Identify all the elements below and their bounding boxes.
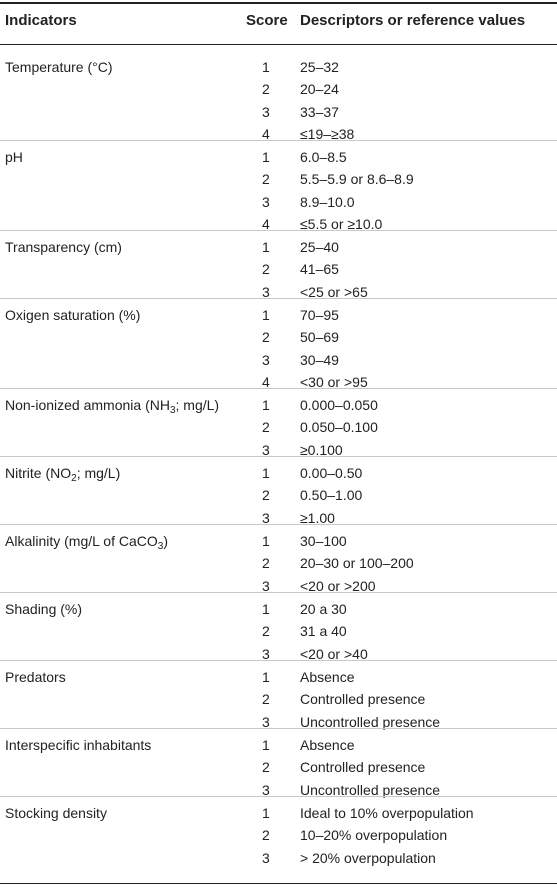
score-cell: 1 bbox=[262, 669, 270, 685]
indicator-name-text: Stocking density bbox=[5, 805, 107, 821]
score-cell: 3 bbox=[262, 193, 270, 210]
descriptor-cell: Uncontrolled presence bbox=[300, 713, 441, 730]
indicator-name-text: Transparency (cm) bbox=[5, 239, 122, 255]
score-cell: 3 bbox=[262, 645, 270, 662]
descriptor-cell: ≤19–≥38 bbox=[300, 126, 355, 143]
score-cell: 2 bbox=[262, 487, 270, 504]
group-separator bbox=[0, 524, 557, 525]
table-row bbox=[0, 304, 557, 326]
table-row bbox=[0, 530, 557, 552]
table-row bbox=[0, 620, 557, 642]
descriptor-cell: 70–95 bbox=[300, 307, 339, 323]
score-cell: 3 bbox=[262, 781, 270, 798]
indicator-name-text: Interspecific inhabitants bbox=[5, 737, 152, 753]
group-separator bbox=[0, 298, 557, 299]
header-indicators: Indicators bbox=[5, 12, 77, 29]
score-cell: 2 bbox=[262, 827, 270, 844]
indicator-name-suffix: ; mg/L) bbox=[175, 397, 220, 413]
score-cell: 3 bbox=[262, 713, 270, 730]
score-cell: 3 bbox=[262, 509, 270, 526]
descriptor-cell: 5.5–5.9 or 8.6–8.9 bbox=[300, 171, 414, 188]
descriptor-cell: 6.0–8.5 bbox=[300, 149, 347, 165]
score-cell: 1 bbox=[262, 465, 270, 481]
indicator-name-text: Non-ionized ammonia (NH bbox=[5, 397, 170, 413]
table-row bbox=[0, 734, 557, 756]
table-row bbox=[0, 258, 557, 280]
table-row bbox=[0, 168, 557, 190]
indicator-name-suffix: ; mg/L) bbox=[76, 465, 121, 481]
descriptor-cell: 20–24 bbox=[300, 81, 339, 98]
score-cell: 4 bbox=[262, 374, 270, 391]
descriptor-cell: Absence bbox=[300, 737, 355, 753]
descriptor-cell: 33–37 bbox=[300, 103, 339, 120]
score-cell: 3 bbox=[262, 283, 270, 300]
table-row bbox=[0, 575, 557, 597]
score-cell: 2 bbox=[262, 261, 270, 278]
table-row bbox=[0, 756, 557, 778]
indicator-name-text: Oxigen saturation (%) bbox=[5, 307, 141, 323]
table-row bbox=[0, 371, 557, 393]
header-descriptors: Descriptors or reference values bbox=[300, 12, 526, 29]
group-separator bbox=[0, 728, 557, 729]
indicator-name-text: Alkalinity (mg/L of CaCO bbox=[5, 533, 158, 549]
descriptor-cell: ≥1.00 bbox=[300, 509, 335, 526]
score-cell: 1 bbox=[262, 59, 270, 75]
descriptor-cell: Controlled presence bbox=[300, 759, 426, 776]
table-row bbox=[0, 123, 557, 145]
descriptor-cell: 0.50–1.00 bbox=[300, 487, 363, 504]
table-row bbox=[0, 847, 557, 869]
table-row bbox=[0, 439, 557, 461]
indicator-name-text: pH bbox=[5, 149, 23, 165]
descriptor-cell: 0.00–0.50 bbox=[300, 465, 363, 481]
table-row bbox=[0, 779, 557, 801]
score-cell: 3 bbox=[262, 103, 270, 120]
score-cell: 1 bbox=[262, 307, 270, 323]
table-row bbox=[0, 191, 557, 213]
descriptor-cell: 25–32 bbox=[300, 59, 339, 75]
descriptor-cell: <30 or >95 bbox=[300, 374, 368, 391]
score-cell: 2 bbox=[262, 329, 270, 346]
table-row bbox=[0, 326, 557, 348]
table-row bbox=[0, 281, 557, 303]
descriptor-cell: <20 or >40 bbox=[300, 645, 368, 662]
table-row bbox=[0, 56, 557, 78]
table-bottom-rule bbox=[0, 883, 557, 884]
descriptor-cell: Ideal to 10% overpopulation bbox=[300, 805, 474, 821]
indicator-name-text: Temperature (°C) bbox=[5, 59, 113, 75]
descriptor-cell: <25 or >65 bbox=[300, 283, 368, 300]
score-cell: 1 bbox=[262, 805, 270, 821]
score-cell: 2 bbox=[262, 81, 270, 98]
descriptor-cell: 8.9–10.0 bbox=[300, 193, 355, 210]
descriptor-cell: ≥0.100 bbox=[300, 441, 343, 458]
table-row bbox=[0, 507, 557, 529]
group-separator bbox=[0, 388, 557, 389]
table-row bbox=[0, 643, 557, 665]
score-cell: 1 bbox=[262, 149, 270, 165]
descriptor-cell: 50–69 bbox=[300, 329, 339, 346]
descriptor-cell: <20 or >200 bbox=[300, 577, 376, 594]
descriptor-cell: 25–40 bbox=[300, 239, 339, 255]
table-row bbox=[0, 101, 557, 123]
indicator-name-subscript: 3 bbox=[157, 541, 164, 552]
table-row bbox=[0, 824, 557, 846]
score-cell: 2 bbox=[262, 691, 270, 708]
table-row bbox=[0, 711, 557, 733]
table-row bbox=[0, 236, 557, 258]
score-cell: 3 bbox=[262, 577, 270, 594]
score-cell: 2 bbox=[262, 555, 270, 572]
table-row bbox=[0, 394, 557, 416]
table-top-rule bbox=[0, 2, 557, 4]
descriptor-cell: 10–20% overpopulation bbox=[300, 827, 448, 844]
header-bottom-rule bbox=[0, 44, 557, 45]
indicator-name-text: Shading (%) bbox=[5, 601, 83, 617]
group-separator bbox=[0, 796, 557, 797]
table-row bbox=[0, 688, 557, 710]
score-cell: 1 bbox=[262, 397, 270, 413]
descriptor-cell: Absence bbox=[300, 669, 355, 685]
score-cell: 3 bbox=[262, 441, 270, 458]
group-separator bbox=[0, 592, 557, 593]
score-cell: 2 bbox=[262, 759, 270, 776]
descriptor-cell: 30–100 bbox=[300, 533, 347, 549]
descriptor-cell: 0.000–0.050 bbox=[300, 397, 378, 413]
score-cell: 4 bbox=[262, 216, 270, 233]
descriptor-cell: 31 a 40 bbox=[300, 623, 347, 640]
table-row bbox=[0, 552, 557, 574]
table-row bbox=[0, 484, 557, 506]
group-separator bbox=[0, 660, 557, 661]
table-row bbox=[0, 598, 557, 620]
table-row bbox=[0, 416, 557, 438]
score-cell: 2 bbox=[262, 171, 270, 188]
indicator-name-subscript: 3 bbox=[169, 405, 176, 416]
indicator-name-suffix: ) bbox=[163, 533, 168, 549]
score-cell: 1 bbox=[262, 601, 270, 617]
group-separator bbox=[0, 230, 557, 231]
descriptor-cell: 20 a 30 bbox=[300, 601, 347, 617]
group-separator bbox=[0, 140, 557, 141]
table-row bbox=[0, 349, 557, 371]
score-cell: 1 bbox=[262, 239, 270, 255]
score-cell: 2 bbox=[262, 419, 270, 436]
score-cell: 3 bbox=[262, 351, 270, 368]
table-row bbox=[0, 146, 557, 168]
descriptor-cell: 20–30 or 100–200 bbox=[300, 555, 414, 572]
indicator-name-text: Nitrite (NO bbox=[5, 465, 72, 481]
descriptor-cell: > 20% overpopulation bbox=[300, 849, 436, 866]
indicator-name-subscript: 2 bbox=[71, 473, 77, 484]
table-row bbox=[0, 802, 557, 824]
score-cell: 1 bbox=[262, 737, 270, 753]
group-separator bbox=[0, 456, 557, 457]
table-row bbox=[0, 78, 557, 100]
table-row bbox=[0, 666, 557, 688]
score-cell: 4 bbox=[262, 126, 270, 143]
descriptor-cell: ≤5.5 or ≥10.0 bbox=[300, 216, 383, 233]
table-row bbox=[0, 213, 557, 235]
descriptor-cell: 0.050–0.100 bbox=[300, 419, 378, 436]
table-row bbox=[0, 462, 557, 484]
score-cell: 1 bbox=[262, 533, 270, 549]
descriptor-cell: 41–65 bbox=[300, 261, 339, 278]
indicator-name-text: Predators bbox=[5, 669, 66, 685]
descriptor-cell: Uncontrolled presence bbox=[300, 781, 441, 798]
score-cell: 3 bbox=[262, 849, 270, 866]
header-score: Score bbox=[246, 12, 288, 29]
score-cell: 2 bbox=[262, 623, 270, 640]
descriptor-cell: 30–49 bbox=[300, 351, 339, 368]
descriptor-cell: Controlled presence bbox=[300, 691, 426, 708]
